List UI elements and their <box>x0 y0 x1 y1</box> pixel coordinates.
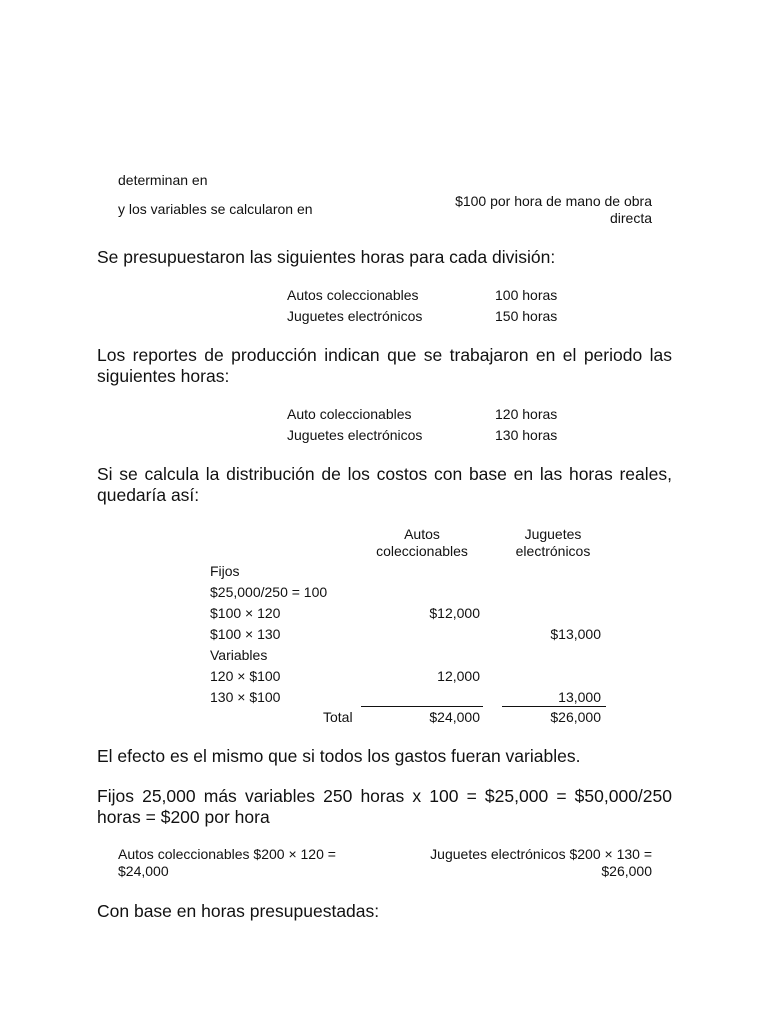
effect-text: El efecto es el mismo que si todos los gastos fueran variables. <box>97 746 581 766</box>
row-value-autos: $12,000 <box>429 605 480 621</box>
header-line-2: y los variables se calcularon en <box>118 201 313 217</box>
row-value-juguetes: 13,000 <box>558 689 601 705</box>
calc-juguetes-line-2: $26,000 <box>601 863 652 879</box>
budget-hours: 100 horas <box>495 287 558 303</box>
production-division: Juguetes electrónicos <box>287 427 423 443</box>
closing-text: Con base en horas presupuestadas: <box>97 901 380 921</box>
total-rule-autos <box>361 706 483 707</box>
rate-line-2: directa <box>609 210 652 226</box>
col-header-autos: Autos <box>404 526 440 542</box>
calc-autos-line-1: Autos coleccionables $200 × 120 = <box>118 846 336 862</box>
col-header-juguetes: Juguetes <box>524 526 582 542</box>
total-value-juguetes: $26,000 <box>550 709 601 725</box>
col-header-autos-2: coleccionables <box>376 543 468 559</box>
budget-hours: 150 horas <box>495 308 558 324</box>
row-label: Variables <box>210 647 268 663</box>
row-value-autos: 12,000 <box>437 668 480 684</box>
row-label: 130 × $100 <box>210 689 281 705</box>
production-division: Auto coleccionables <box>287 406 412 422</box>
budget-division: Juguetes electrónicos <box>287 308 423 324</box>
row-label: $25,000/250 = 100 <box>210 584 328 600</box>
production-hours: 120 horas <box>495 406 558 422</box>
row-label: Fijos <box>210 563 240 579</box>
col-header-juguetes-2: electrónicos <box>515 543 591 559</box>
row-label: 120 × $100 <box>210 668 281 684</box>
header-line-1: determinan en <box>118 172 208 188</box>
row-value-juguetes: $13,000 <box>550 626 601 642</box>
total-label: Total <box>323 709 353 725</box>
row-label: $100 × 120 <box>210 605 281 621</box>
rate-line-1: $100 por hora de mano de obra <box>455 193 652 209</box>
calc-juguetes-line-1: Juguetes electrónicos $200 × 130 = <box>430 846 652 862</box>
production-hours: 130 horas <box>495 427 558 443</box>
distribution-intro: Si se calcula la distribución de los costos con base en las horas reales, quedaría así: <box>97 464 672 505</box>
budget-division: Autos coleccionables <box>287 287 419 303</box>
budget-intro: Se presupuestaron las siguientes horas para cada división: <box>97 247 556 267</box>
total-value-autos: $24,000 <box>429 709 480 725</box>
calc-autos-line-2: $24,000 <box>118 863 169 879</box>
total-rule-juguetes <box>502 706 606 707</box>
production-intro: Los reportes de producción indican que se trabajaron en el periodo las siguientes horas: <box>97 345 672 386</box>
formula-text: Fijos 25,000 más variables 250 horas x 100 = $25,000 = $50,000/250 horas = $200 por hora <box>97 786 672 827</box>
row-label: $100 × 130 <box>210 626 281 642</box>
